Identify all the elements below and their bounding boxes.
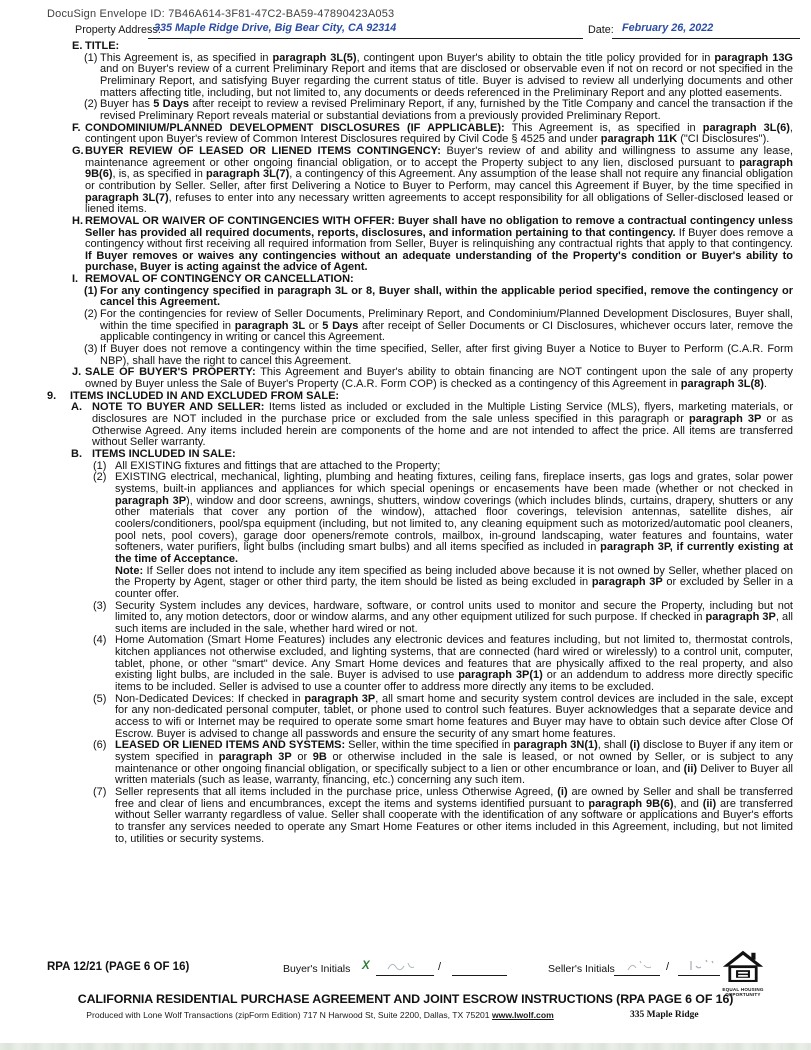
lwolf-link[interactable]: www.lwolf.com xyxy=(491,1010,554,1020)
item-label: A. xyxy=(71,401,82,414)
item-label: (7) xyxy=(93,786,107,798)
doc-paragraph: A. NOTE TO BUYER AND SELLER: Items listed as included or excluded in the Multiple Listing Service (MLS), flyers, marketing materials, or disclosures are NOT included in the purchase price or excluded from the sale unless specified in this paragraph or paragraph 3P or as Otherwise Agreed. Any items included herein are components of the home and are not intended to affect the price. All items are transferred without Seller warranty. xyxy=(71,401,793,449)
item-label: E. xyxy=(72,41,83,52)
date-value: February 26, 2022 xyxy=(612,22,800,39)
item-label: (2) xyxy=(84,308,98,321)
item-label: (6) xyxy=(93,739,107,752)
item-label: (1) xyxy=(84,284,98,297)
doc-paragraph: (3) Security System includes any devices, hardware, software, or control units used to monitor and secure the Property, including but not limited to, any motion detectors, door or window alarms, and any other equipment utilized for such purpose. If checked in paragraph 3P, all such items are included in the sale, whether hard wired or not. xyxy=(93,599,793,635)
sign-here-x-marker[interactable]: X xyxy=(362,960,370,972)
property-address-row xyxy=(0,22,811,40)
date-label: Date: xyxy=(588,24,614,36)
item-label: I. xyxy=(72,273,79,286)
doc-paragraph: (4) Home Automation (Smart Home Features) includes any electronic devices and features including, but not limited to, thermostat controls, kitchen appliances not otherwise excluded, and lighting systems, that are connected (hard wired or wirelessly) to a control unit, computer, tablet, phone, or other "smart" device. Any Smart Home devices and features that are physically affixed to the real property, and also existing light bulbs, are included in the sale. Buyer is advised to use paragraph 3P(1) or an addendum to address more directly specific items to be included. Seller is advised to use a counter offer to address more directly any items to be excluded. xyxy=(93,634,793,694)
doc-paragraph: (1) For any contingency specified in paragraph 3L or 8, Buyer shall, within the applicable period specified, remove the contingency or cancel this Agreement. xyxy=(84,284,793,309)
buyer-initials-line-1[interactable] xyxy=(376,961,434,976)
document-footer-title: CALIFORNIA RESIDENTIAL PURCHASE AGREEMENT AND JOINT ESCROW INSTRUCTIONS (RPA PAGE 6 OF 16) xyxy=(77,992,734,1006)
item-label: (5) xyxy=(93,692,107,705)
item-label: H. xyxy=(72,214,83,227)
item-label: (4) xyxy=(93,634,107,647)
initials-slash: / xyxy=(666,961,670,973)
produced-with-line: Produced with Lone Wolf Transactions (zipForm Edition) 717 N Harwood St, Suite 2200, Dallas, TX 75201 www.lwolf.com xyxy=(86,1010,554,1020)
sellers-initials-label: Seller's Initials xyxy=(548,963,615,975)
property-address-label: Property Address: xyxy=(75,24,161,36)
doc-paragraph: (1) This Agreement is, as specified in paragraph 3L(5), contingent upon Buyer's ability to obtain the title policy provided for in paragraph 13G and on Buyer's review of a current Preliminary Report and items that are disclosed or observable even if not on record or not specified in the Preliminary Report, and satisfying Buyer regarding the current status of title. Buyer is advised to review all underlying documents and other matters affecting title, including, but not limited to, any documents or deeds referenced in the Preliminary Report and any plotted easements. xyxy=(84,51,793,99)
doc-paragraph: 9. ITEMS INCLUDED IN AND EXCLUDED FROM SALE: xyxy=(47,389,340,402)
seller-initials-line-2[interactable] xyxy=(678,961,720,976)
buyer-initials-line-2[interactable] xyxy=(452,961,507,976)
item-label: 9. xyxy=(47,389,57,402)
buyers-initials-label: Buyer's Initials xyxy=(283,963,351,975)
doc-paragraph: G. BUYER REVIEW OF LEASED OR LIENED ITEMS CONTINGENCY: Buyer's review of and ability and willingness to assume any lease, maintenance agreement or other ongoing financial obligation, or to accept the Property subject to any lien, disclosed pursuant to paragraph 9B(6), is, as specified in paragraph 3L(7), a contingency of this Agreement. Any assumption of the lease shall not require any financial obligation or contribution by Seller. Seller, after first Delivering a Notice to Buyer to Perform, may cancel this Agreement if Buyer, by the time specified in paragraph 3L(7), refuses to enter into any necessary written agreements to accept responsibility for all obligations of Seller-disclosed leased or liened items. xyxy=(72,144,793,216)
item-label: B. xyxy=(71,447,82,460)
item-label: (3) xyxy=(84,343,98,356)
item-label: (2) xyxy=(84,98,98,111)
doc-paragraph: F. CONDOMINIUM/PLANNED DEVELOPMENT DISCLOSURES (IF APPLICABLE): This Agreement is, as specified in paragraph 3L(6), contingent upon Buyer's review of Common Interest Disclosures required by Civil Code § 4525 and under paragraph 11K ("CI Disclosures"). xyxy=(72,121,793,146)
doc-paragraph: (2) Buyer has 5 Days after receipt to review a revised Preliminary Report, if any, furnished by the Title Company and cancel the transaction if the revised Preliminary Report reveals material or substantial deviations from a previously provided Preliminary Report. xyxy=(84,98,793,122)
doc-body xyxy=(47,41,793,963)
item-label: G. xyxy=(72,144,84,157)
doc-paragraph: (7) Seller represents that all items included in the purchase price, unless Otherwise Agreed, (i) are owned by Seller and shall be transferred free and clear of liens and encumbrances, except the items and systems identified pursuant to paragraph 9B(6), and (ii) are transferred without Seller warranty regardless of value. Seller shall cooperate with the identification of any software or applications and Buyer's efforts to transfer any services needed to operate any Smart Home Features or other items included in this Agreement, including, but not limited to, utilities or security systems. xyxy=(93,786,793,845)
form-code: RPA 12/21 (PAGE 6 OF 16) xyxy=(47,961,190,973)
doc-paragraph: (6) LEASED OR LIENED ITEMS AND SYSTEMS: Seller, within the time specified in paragraph 3N(1), shall (i) disclose to Buyer if any item or system specified in paragraph 3P or 9B or otherwise included in the sale is leased, or not owned by Seller, or is subject to any maintenance or other ongoing financial obligation, or specifically subject to a lien or other encumbrance or loan, and (ii) Deliver to Buyer all written materials (such as lease, warranty, financing, etc.) concerning any such item. xyxy=(93,739,793,787)
document-reference: 335 Maple Ridge xyxy=(630,1010,699,1020)
item-label: F. xyxy=(72,121,81,134)
property-address-value: 335 Maple Ridge Drive, Big Bear City, CA 92314 xyxy=(148,22,583,39)
docusign-envelope-id: DocuSign Envelope ID: 7B46A614-3F81-47C2-BA59-47890423A053 xyxy=(47,8,395,20)
scan-artifact-strip xyxy=(0,1043,811,1050)
seller-initials-signature xyxy=(686,959,722,973)
equal-housing-house-icon xyxy=(722,950,764,982)
doc-paragraph: (2) EXISTING electrical, mechanical, lighting, plumbing and heating fixtures, ceiling fans, fireplace inserts, gas logs and grates, solar power systems, built-in appliances and appliances for which special openings or encasements have been made (whether or not checked in paragraph 3P), window and door screens, awnings, shutters, window coverings (which includes blinds, curtains, drapery, shutters or any other materials that cover any portion of the window), attached floor coverings, television antennas, satellite dishes, air coolers/conditioners, pool/spa equipment (including, but not limited to, any cleaning equipment such as motorized/automatic pool cleaners, pool nets, pool covers), garage door openers/remote controls, mailbox, in-ground landscaping, water features and fountains, water softeners, water purifiers, light bulbs (including smart bulbs) and all items specified as included in paragraph 3P, if currently existing at the time of Acceptance. xyxy=(93,471,793,565)
item-label: (2) xyxy=(93,471,107,484)
item-label: (1) xyxy=(84,51,98,64)
doc-paragraph: H. REMOVAL OR WAIVER OF CONTINGENCIES WITH OFFER: Buyer shall have no obligation to remove a contractual contingency unless Seller has provided all required documents, reports, disclosures, and information pertaining to that contingency. If Buyer does remove a contingency without first receiving all required information from Seller, Buyer is relinquishing any contractual rights that apply to that contingency. If Buyer removes or waives any contingencies without an adequate understanding of the Property's condition or Buyer's ability to purchase, Buyer is acting against the advice of Agent. xyxy=(72,214,793,274)
item-label: (1) xyxy=(93,459,107,472)
item-label: J. xyxy=(72,366,82,379)
doc-paragraph: (3) If Buyer does not remove a contingency within the time specified, Seller, after first giving Buyer a Notice to Buyer to Perform (C.A.R. Form NBP), shall have the right to cancel this Agreement. xyxy=(84,343,793,367)
equal-housing-logo xyxy=(718,950,768,997)
doc-paragraph: (1) All EXISTING fixtures and fittings that are attached to the Property; xyxy=(93,459,441,472)
buyer-initials-signature xyxy=(384,959,424,973)
seller-initials-signature xyxy=(622,959,658,973)
seller-initials-line-1[interactable] xyxy=(614,961,660,976)
doc-paragraph: J. SALE OF BUYER'S PROPERTY: This Agreement and Buyer's ability to obtain financing are NOT contingent upon the sale of any property owned by Buyer unless the Sale of Buyer's Property (C.A.R. Form COP) is checked as a contingency of this Agreement in paragraph 3L(8). xyxy=(72,366,793,391)
equal-housing-caption: EQUAL HOUSING OPPORTUNITY xyxy=(722,987,764,997)
initials-slash: / xyxy=(438,961,442,973)
item-label: (3) xyxy=(93,599,107,612)
doc-paragraph: Note: If Seller does not intend to include any item specified as being included above because it is not owned by Seller, whether placed on the Property by Agent, stager or other third party, the item should be listed as being excluded in paragraph 3P or excluded by Seller in a counter offer. xyxy=(115,564,793,600)
doc-paragraph: B. ITEMS INCLUDED IN SALE: xyxy=(71,447,236,460)
doc-paragraph: (5) Non-Dedicated Devices: If checked in paragraph 3P, all smart home and security system control devices are included in the sale, except for any non-dedicated personal computer, tablet, or phone used to control such features. Buyer acknowledges that a separate device and access to wifi or Internet may be required to operate some smart home features and Buyer may have to obtain such device after Close Of Escrow. Buyer is advised to change all passwords and ensure the security of any smart home features. xyxy=(93,692,793,740)
doc-paragraph: (2) For the contingencies for review of Seller Documents, Preliminary Report, and Condominium/Planned Development Disclosures, Buyer shall, within the time specified in paragraph 3L or 5 Days after receipt of Seller Documents or CI Disclosures, whichever occurs later, remove the applicable contingency in writing or cancel this Agreement. xyxy=(84,308,793,344)
doc-paragraph: E. TITLE: xyxy=(72,41,120,52)
doc-paragraph: I. REMOVAL OF CONTINGENCY OR CANCELLATION: xyxy=(72,273,354,286)
